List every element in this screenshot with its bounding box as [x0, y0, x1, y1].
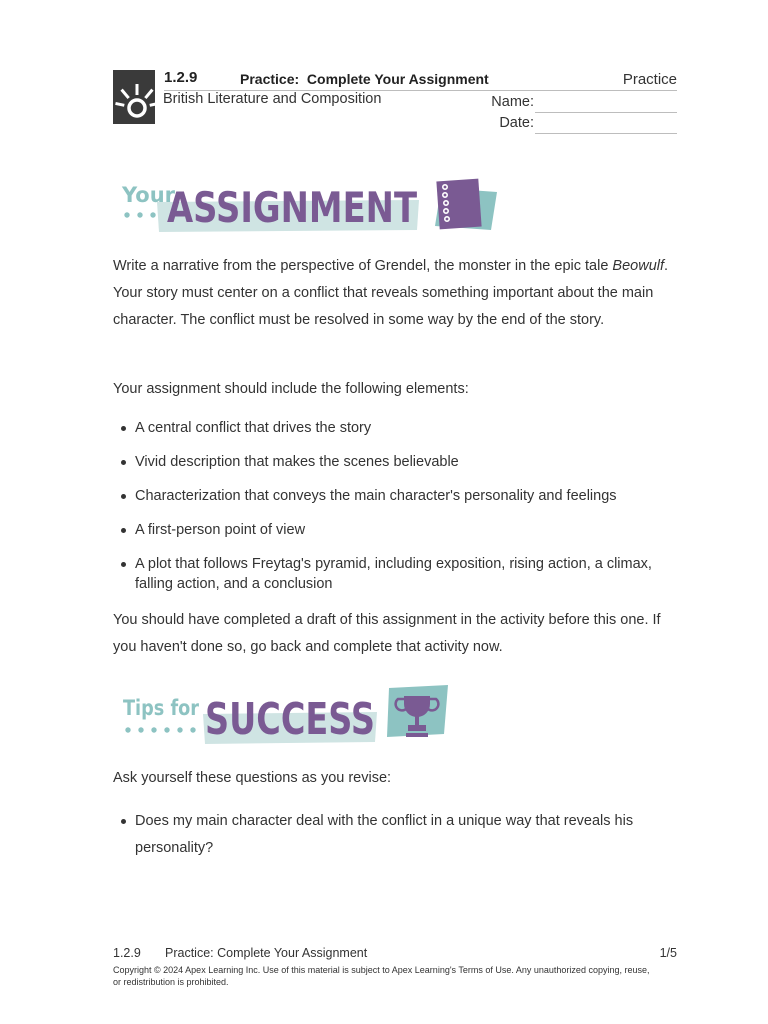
- banner-tips-text: Tips for: [123, 696, 200, 720]
- work-title: Beowulf: [612, 258, 665, 274]
- list-item: A plot that follows Freytag's pyramid, including exposition, rising action, a climax, falling action, and a conclusion: [113, 554, 683, 594]
- banner-your-text: Your: [122, 183, 176, 207]
- banner-assignment-text: ASSIGNMENT: [167, 183, 418, 232]
- footer-lesson-number: 1.2.9: [113, 946, 141, 960]
- banner-success-text: SUCCESS: [205, 694, 375, 745]
- name-label: Name:: [491, 94, 534, 110]
- page-title: Practice: Complete Your Assignment: [240, 71, 489, 87]
- page-number: 1/5: [659, 946, 677, 960]
- list-item: A central conflict that drives the story: [113, 418, 683, 438]
- course-name: British Literature and Composition: [163, 91, 382, 107]
- list-item: Vivid description that makes the scenes believable: [113, 452, 683, 472]
- assignment-description: Write a narrative from the perspective of Grendel, the monster in the epic tale Beowulf. Your story must center on a conflict that reveals something important about the main character. The conflict must be resolved in some way by the end of the story.: [113, 258, 669, 328]
- list-item: Does my main character deal with the conflict in a unique way that reveals his personality?: [113, 808, 683, 862]
- name-field[interactable]: [535, 112, 677, 113]
- copyright-notice: Copyright © 2024 Apex Learning Inc. Use of this material is subject to Apex Learning's Terms of Use. Any unauthorized copying, reuse, or redistribution is prohibited.: [113, 965, 650, 987]
- assignment-banner: [119, 172, 504, 241]
- footer-title: Practice: Complete Your Assignment: [165, 946, 368, 960]
- date-field[interactable]: [535, 133, 677, 134]
- list-item: A first-person point of view: [113, 520, 683, 540]
- elements-intro: Your assignment should include the following elements:: [113, 381, 469, 397]
- lesson-number: 1.2.9: [164, 69, 198, 86]
- revise-intro: Ask yourself these questions as you revise:: [113, 770, 392, 786]
- activity-type: Practice: [622, 71, 677, 88]
- tips-banner: [119, 682, 454, 753]
- elements-list: [113, 418, 683, 608]
- date-label: Date:: [499, 115, 534, 131]
- apex-logo: [113, 70, 155, 124]
- trophy-icon: [387, 685, 448, 737]
- list-item: Characterization that conveys the main character's personality and feelings: [113, 486, 683, 506]
- notebook-icon: [435, 179, 497, 230]
- draft-note: You should have completed a draft of this assignment in the activity before this one. If you haven't done so, go back and complete that activity now.: [113, 612, 661, 655]
- questions-list: [113, 808, 683, 876]
